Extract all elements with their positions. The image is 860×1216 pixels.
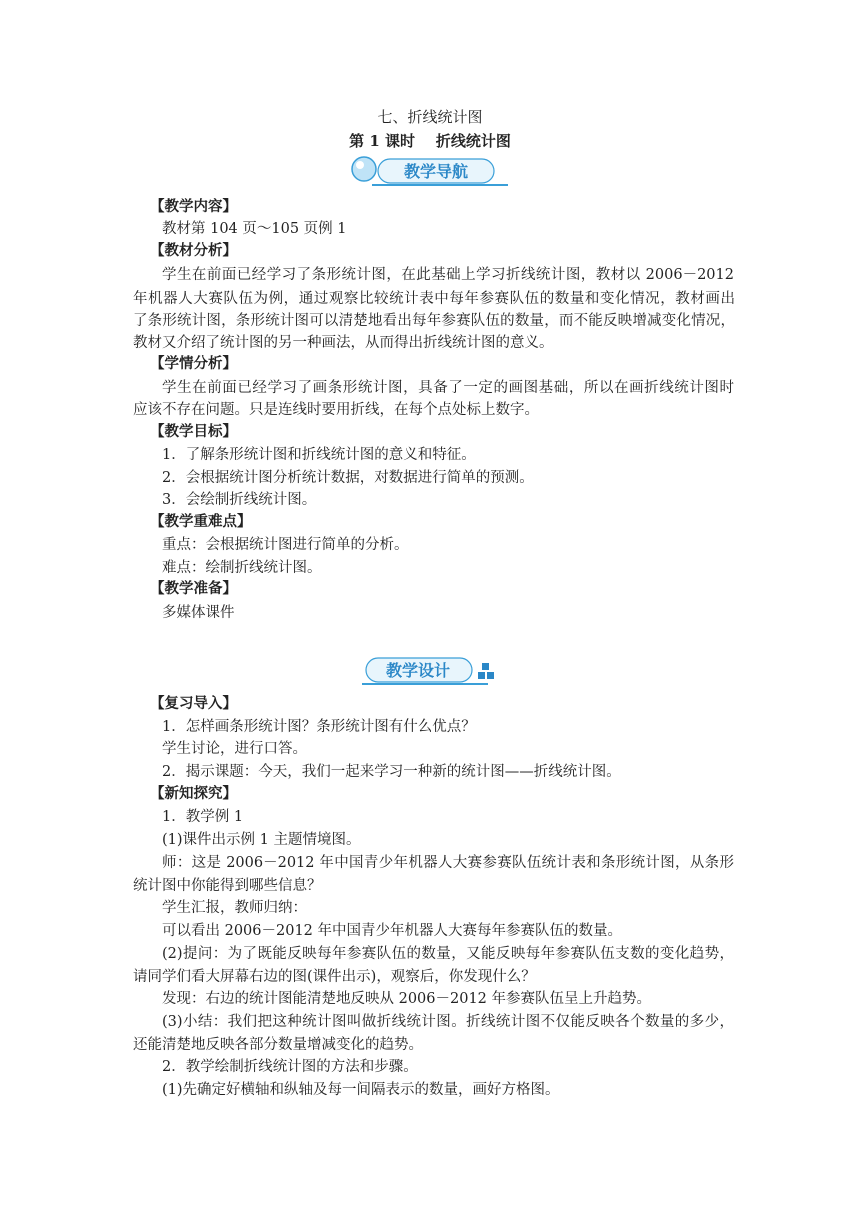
paragraph-line: 应该不存在问题。只是连线时要用折线，在每个点处标上数字。 [133, 402, 539, 418]
paragraph-line: 师：这是 2006－2012 年中国青少年机器人大赛参赛队伍统计表和条形统计图，从条形 [162, 855, 734, 871]
goal-item: 1．了解条形统计图和折线统计图的意义和特征。 [162, 447, 476, 463]
content-text: 教材第 104 页～105 页例 1 [162, 221, 347, 237]
goal-item: 3．会绘制折线统计图。 [162, 492, 317, 508]
paragraph-line: 可以看出 2006－2012 年中国青少年机器人大赛每年参赛队伍的数量。 [162, 923, 623, 939]
paragraph-line: 学生讨论，进行口答。 [162, 741, 307, 757]
paragraph-line: (2)提问：为了既能反映每年参赛队伍的数量，又能反映每年参赛队伍支数的变化趋势， [162, 946, 734, 962]
heading-learning: 【学情分析】 [150, 355, 237, 372]
difficult-point: 难点：绘制折线统计图。 [162, 560, 322, 576]
chapter-title: 七、折线统计图 [377, 108, 483, 126]
heading-key-points: 【教学重难点】 [150, 513, 252, 530]
paragraph-line: (1)课件出示例 1 主题情境图。 [162, 832, 361, 848]
heading-preparation: 【教学准备】 [150, 580, 237, 597]
banner-graphic [350, 153, 510, 189]
paragraph-line: (3)小结：我们把这种统计图叫做折线统计图。折线统计图不仅能反映各个数量的多少， [162, 1014, 734, 1030]
preparation-text: 多媒体课件 [162, 605, 235, 621]
teaching-design-banner [0, 652, 860, 692]
goal-item: 2．会根据统计图分析统计数据，对数据进行简单的预测。 [162, 470, 534, 486]
paragraph-line: 还能清楚地反映各部分数量增减变化的趋势。 [133, 1037, 423, 1053]
paragraph-line: 2．揭示课题：今天，我们一起来学习一种新的统计图——折线统计图。 [162, 764, 621, 780]
paragraph-line: 学生在前面已经学习了画条形统计图，具备了一定的画图基础，所以在画折线统计图时 [162, 380, 734, 396]
teaching-navigation-banner [0, 153, 860, 193]
paragraph-line: 学生汇报，教师归纳： [162, 900, 307, 916]
paragraph-line: 学生在前面已经学习了条形统计图，在此基础上学习折线统计图，教材以 2006－2012 [162, 267, 734, 283]
paragraph-line: 教材又介绍了统计图的另一种画法，从而得出折线统计图的意义。 [133, 335, 554, 351]
paragraph-line: (1)先确定好横轴和纵轴及每一间隔表示的数量，画好方格图。 [162, 1082, 560, 1098]
heading-goals: 【教学目标】 [150, 423, 237, 440]
paragraph-line: 2．教学绘制折线统计图的方法和步骤。 [162, 1059, 418, 1075]
paragraph-line: 了条形统计图，条形统计图可以清楚地看出每年参赛队伍的数量，而不能反映增减变化情况， [133, 313, 735, 329]
banner2-text: 教学设计 [385, 661, 451, 680]
banner-graphic [360, 652, 500, 688]
paragraph-line: 年机器人大赛队伍为例，通过观察比较统计表中每年参赛队伍的数量和变化情况，教材画出 [133, 291, 735, 307]
heading-review: 【复习导入】 [150, 695, 237, 712]
key-point: 重点：会根据统计图进行简单的分析。 [162, 537, 409, 553]
paragraph-line: 发现：右边的统计图能清楚地反映从 2006－2012 年参赛队伍呈上升趋势。 [162, 991, 652, 1007]
lesson-name: 折线统计图 [435, 132, 511, 150]
heading-content: 【教学内容】 [150, 198, 237, 215]
heading-analysis: 【教材分析】 [150, 242, 237, 259]
lesson-title [0, 130, 860, 151]
paragraph-line: 统计图中你能得到哪些信息？ [133, 878, 322, 894]
banner1-text: 教学导航 [403, 162, 469, 181]
lesson-number: 第 1 课时 [349, 132, 415, 150]
paragraph-line: 1．教学例 1 [162, 809, 244, 825]
heading-new-knowledge: 【新知探究】 [150, 785, 237, 802]
paragraph-line: 请同学们看大屏幕右边的图(课件出示)，观察后，你发现什么？ [133, 969, 536, 985]
paragraph-line: 1．怎样画条形统计图？条形统计图有什么优点？ [162, 719, 476, 735]
